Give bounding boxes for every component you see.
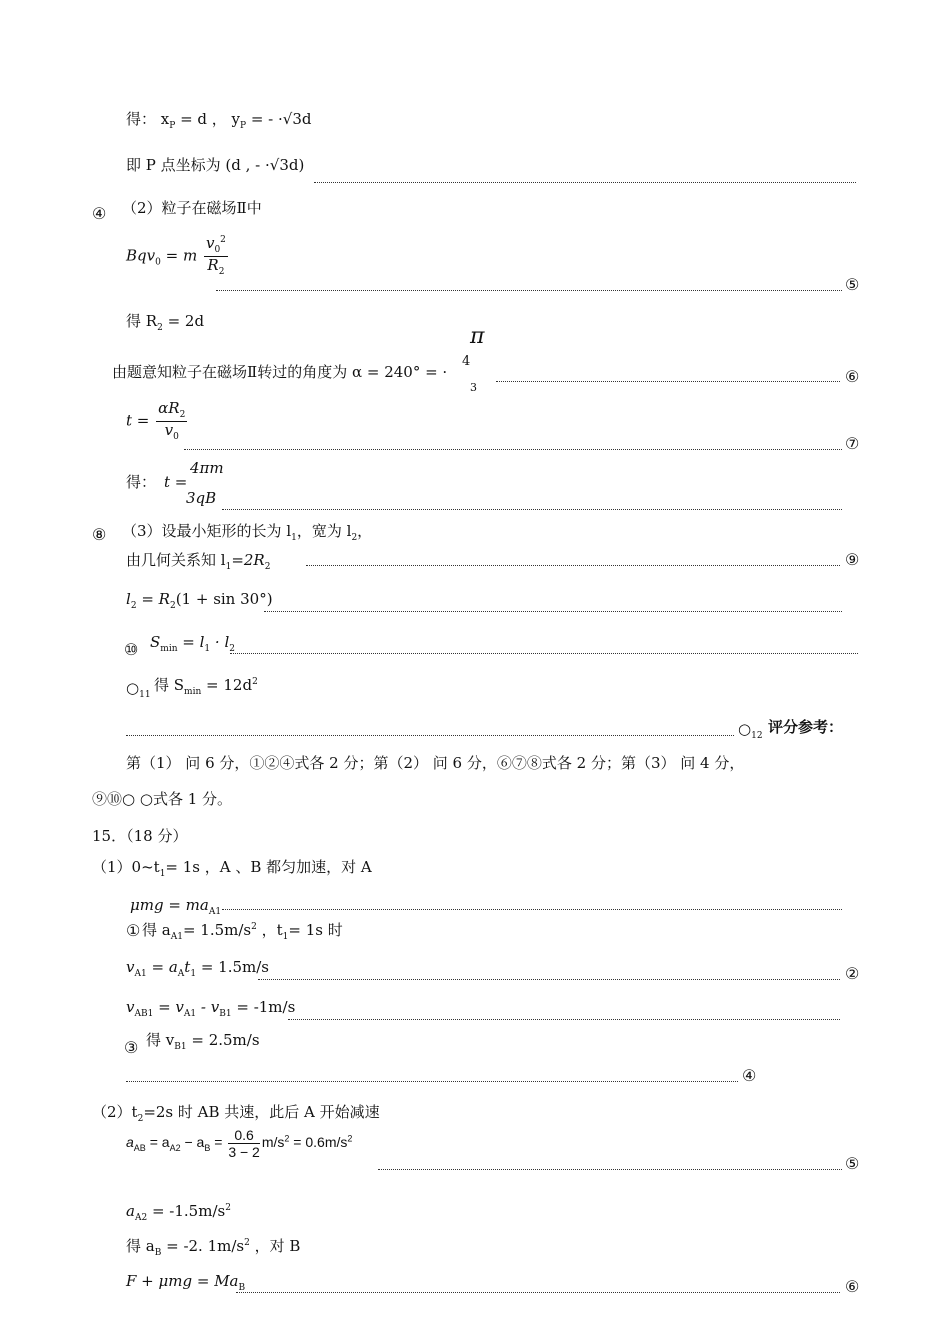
force-equation-b: $F + \mu mg = Ma_B$: [126, 1272, 246, 1293]
dotted-leader: [314, 182, 856, 183]
circle-number-12: $○_{12}$: [738, 720, 763, 741]
width-equation: $l_2 = R_2(1 + \sin 30^\circ)$: [126, 590, 273, 611]
circle-number-2: ②: [845, 964, 860, 983]
result-r2: 得 $R_2 = 2d$: [126, 312, 205, 333]
part2-heading: （2）粒子在磁场Ⅱ中: [122, 199, 262, 217]
angle-denominator: 3: [470, 381, 477, 394]
pi-symbol: π: [470, 324, 485, 349]
dotted-leader: [126, 1081, 738, 1082]
relative-acceleration: $a_{AB} = a_{A2} - a_B$ = $\frac{0.6}{3 - 2}$ $m/s^2 = 0.6m/s^2$: [126, 1127, 353, 1160]
score-breakdown-cont: ⑨⑩○ ○式各 1 分。: [92, 790, 233, 808]
acceleration-b: 得 $a_B = -2$. $1m/s^2$ ，对 B: [126, 1237, 301, 1258]
circle-number-8: ⑧: [92, 525, 107, 544]
dotted-leader: [496, 381, 840, 382]
point-p-coordinate: 即 P 点坐标为 (d , - ·√3d): [126, 156, 305, 174]
dotted-leader: [258, 979, 840, 980]
circle-number-10: ⑩: [124, 640, 139, 659]
dotted-leader: [378, 1169, 842, 1170]
circle-number-5: ⑤: [845, 275, 860, 294]
dotted-leader: [306, 565, 840, 566]
circle-number-4b: ④: [742, 1066, 757, 1085]
velocity-va1: $v_{A1} = a_At_1 = 1.5m/s$: [126, 958, 269, 979]
result-t-label: 得：: [126, 473, 157, 491]
question-15-heading: 15．（18 分）: [92, 827, 188, 845]
equation-5: Bqv$_0$ = m $\frac{v_0^2}{R_2}$: [126, 234, 226, 277]
dotted-leader: [126, 735, 734, 736]
q15-part2-heading: $(2)t_2=2s$ 时 AB 共速，此后 A 开始减速: [92, 1103, 380, 1124]
dotted-leader: [216, 290, 842, 291]
dotted-leader: [264, 611, 842, 612]
rotation-angle: 由题意知粒子在磁场Ⅱ转过的角度为 α = 240° = ·: [112, 363, 448, 381]
equation-7: t = $\frac{\alpha R_2}{v_0}$: [126, 399, 186, 442]
q15-part1-heading: $(1)0\sim t_1= 1s$ ，A 、B 都匀加速，对 A: [92, 858, 372, 879]
circle-number-9: ⑨: [845, 550, 860, 569]
circle-number-6b: ⑥: [845, 1277, 860, 1296]
dotted-leader: [288, 1019, 840, 1020]
area-equation: $S_{min} = l_1 \cdot l_2$: [150, 633, 235, 654]
circle-number-3: ③: [124, 1038, 139, 1057]
circle-number-4: ④: [92, 204, 107, 223]
score-breakdown: 第（1） 问 6 分，①②④式各 2 分；第（2） 问 6 分，⑥⑦⑧式各 2 分；第（3） 问 4 分，: [126, 754, 745, 772]
circle-number-5b: ⑤: [845, 1154, 860, 1173]
result-t-lhs: t =: [164, 473, 188, 491]
circle-number-11: $○_{11}$: [126, 679, 151, 700]
geometry-relation: 由几何关系知 $l_1=2R_2$: [126, 551, 271, 572]
velocity-vb1: 得 $v_{B1} = 2.5m/s$: [146, 1031, 260, 1052]
angle-numerator: 4: [462, 354, 471, 369]
dotted-leader: [230, 653, 858, 654]
dotted-leader: [184, 449, 842, 450]
dotted-leader: [222, 909, 842, 910]
circle-number-7: ⑦: [845, 434, 860, 453]
acceleration-a1: 得 $a_{A1}= 1.5m/s^2$ ，$t_1= 1s$ 时: [142, 921, 343, 942]
result-xp-yp: 得： $x_P = d$ ， $y_P$ = - ·√3d: [126, 110, 312, 131]
result-t-denominator: 3qB: [186, 489, 217, 507]
circle-number-6: ⑥: [845, 367, 860, 386]
result-t-numerator: 4πm: [190, 459, 224, 477]
acceleration-a2: $a_{A2} = -1.5m/s^2$: [126, 1202, 231, 1223]
circle-number-1: ①: [126, 921, 141, 940]
area-result: 得 $S_{min} = 12d^2$: [154, 676, 258, 697]
dotted-leader: [222, 509, 842, 510]
score-reference-label: 评分参考：: [768, 719, 844, 736]
dotted-leader: [236, 1292, 840, 1293]
friction-equation: $\mu mg = ma_{A1}$: [130, 896, 222, 917]
part3-heading: （3）设最小矩形的长为 $l_1$，宽为 $l_2$，: [122, 522, 373, 543]
relative-velocity: $v_{AB1} = v_{A1} - v_{B1} = -1m/s$: [126, 998, 296, 1019]
